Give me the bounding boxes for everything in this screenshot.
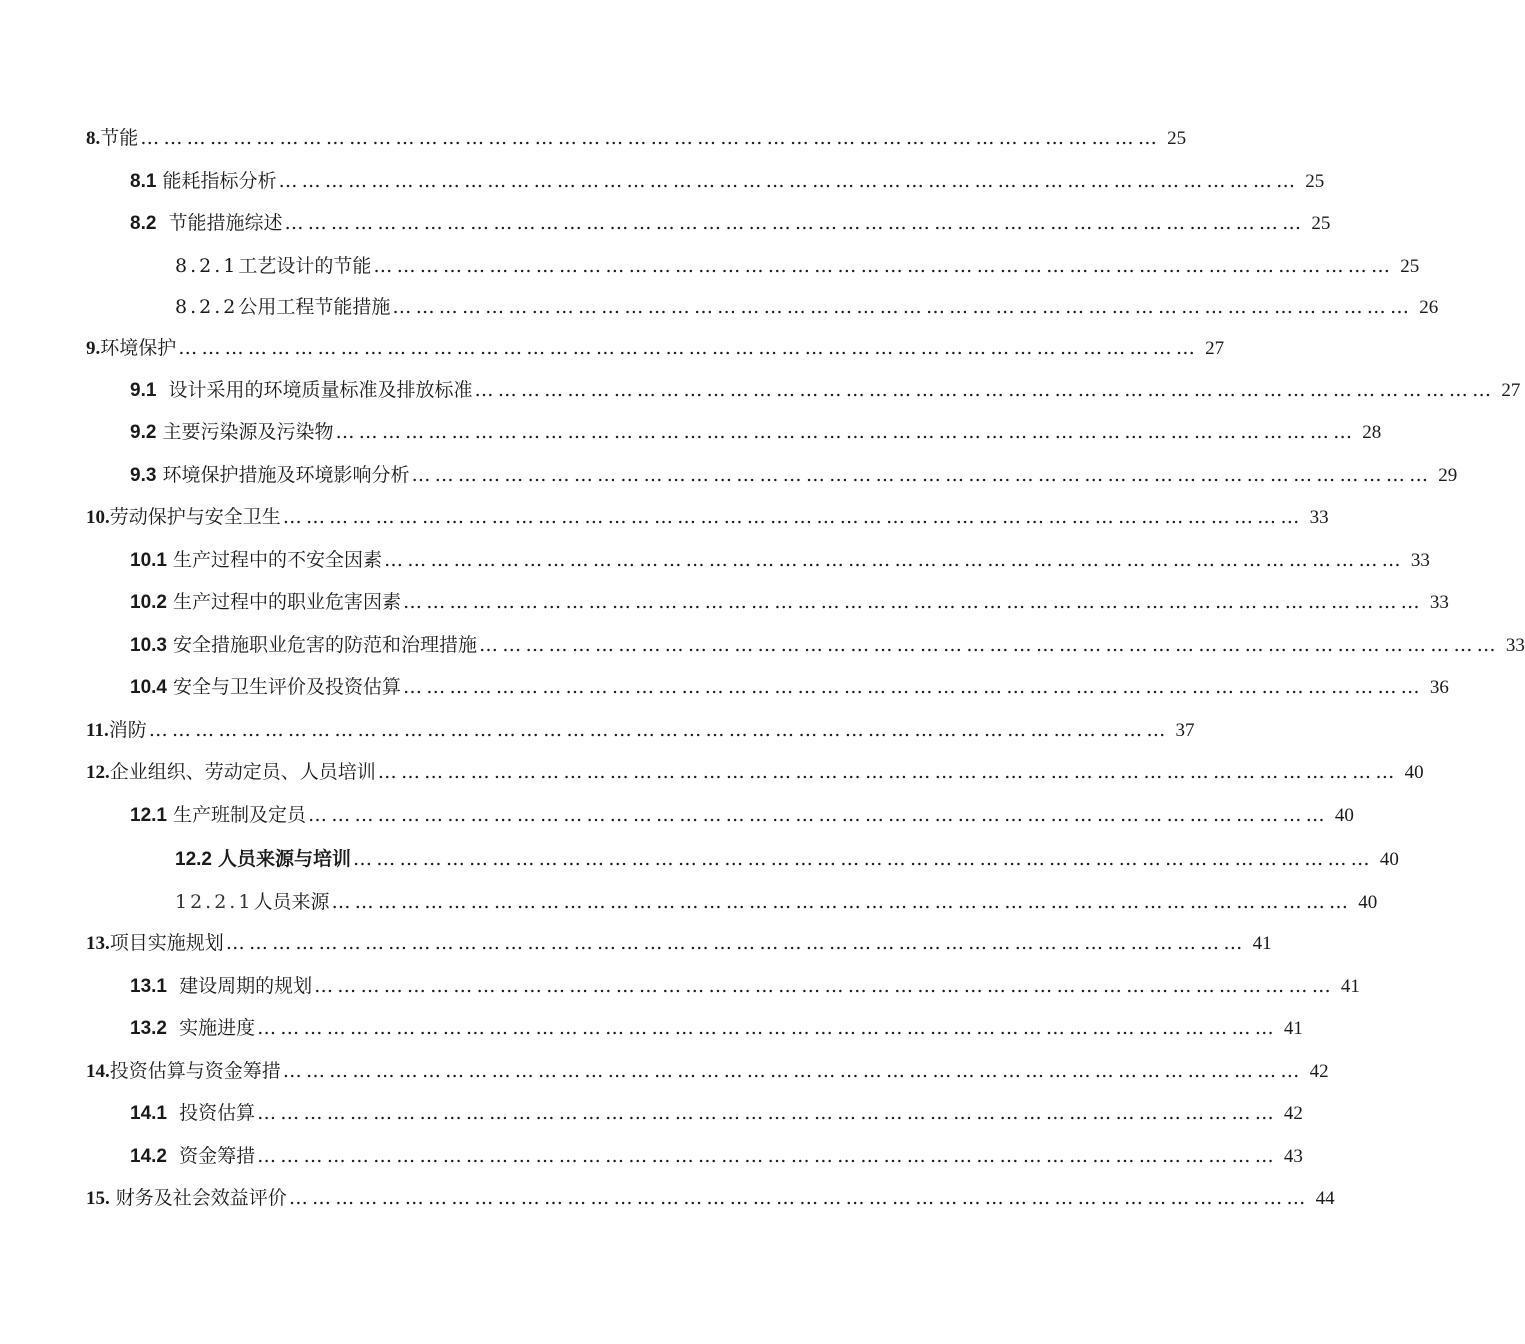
toc-title: 环境保护措施及环境影响分析 xyxy=(162,464,410,486)
toc-title: 投资估算与资金筹措 xyxy=(109,1060,281,1082)
toc-page-number: 42 xyxy=(1309,1061,1329,1082)
toc-leader: …………………………………………………………………………………………………………………… xyxy=(373,255,1395,277)
toc-leader: …………………………………………………………………………………………………………………… xyxy=(282,1060,1304,1082)
toc-page-number: 25 xyxy=(1311,213,1331,234)
toc-page-number: 25 xyxy=(1167,128,1187,149)
toc-title: 设计采用的环境质量标准及排放标准 xyxy=(168,379,473,401)
toc-leader: …………………………………………………………………………………………………………………… xyxy=(257,1017,1278,1039)
toc-entry[interactable] xyxy=(130,1142,1303,1170)
toc-entry[interactable] xyxy=(130,546,1430,574)
toc-title: 人员来源 xyxy=(253,891,330,913)
toc-entry[interactable] xyxy=(130,209,1331,237)
toc-page-number: 42 xyxy=(1283,1103,1303,1124)
toc-title: 财务及社会效益评价 xyxy=(115,1187,287,1209)
toc-entry[interactable] xyxy=(86,1057,1329,1085)
toc-page-number: 40 xyxy=(1404,762,1424,783)
toc-title: 节能 xyxy=(100,127,139,149)
toc-title: 节能措施综述 xyxy=(168,212,283,234)
toc-page-number: 41 xyxy=(1252,933,1272,954)
toc-entry[interactable] xyxy=(130,418,1382,446)
toc-page-number: 28 xyxy=(1362,422,1382,443)
toc-page-number: 40 xyxy=(1358,892,1378,913)
toc-number: 15. xyxy=(86,1188,110,1209)
toc-number: 9. xyxy=(86,338,101,359)
toc-title: 项目实施规划 xyxy=(109,932,224,954)
toc-number: 9.1 xyxy=(130,380,157,401)
toc-number: 12.1 xyxy=(130,805,167,826)
toc-number: 10.1 xyxy=(130,550,167,571)
toc-title: 实施进度 xyxy=(179,1017,256,1039)
toc-entry[interactable] xyxy=(86,929,1272,957)
toc-number: 8.1 xyxy=(130,171,157,192)
toc-page-number: 26 xyxy=(1419,297,1439,318)
toc-number: 12. xyxy=(86,762,110,783)
toc-entry[interactable] xyxy=(86,716,1195,744)
toc-title: 工艺设计的节能 xyxy=(238,255,372,277)
toc-leader: …………………………………………………………………………………………………………………… xyxy=(314,975,1335,997)
toc-entry[interactable] xyxy=(130,1099,1303,1127)
toc-leader: …………………………………………………………………………………………………………………… xyxy=(331,891,1353,913)
toc-leader: …………………………………………………………………………………………………………………… xyxy=(282,506,1304,528)
toc-title: 建设周期的规划 xyxy=(179,975,313,997)
toc-leader: …………………………………………………………………………………………………………………… xyxy=(284,212,1306,234)
toc-leader: …………………………………………………………………………………………………………………… xyxy=(384,549,1405,571)
toc-page-number: 33 xyxy=(1410,550,1430,571)
toc-entry[interactable] xyxy=(130,673,1449,701)
toc-title: 公用工程节能措施 xyxy=(238,296,391,318)
toc-number: 8.2.1 xyxy=(175,255,239,277)
toc-leader: …………………………………………………………………………………………………………………… xyxy=(403,591,1424,613)
toc-title: 生产过程中的职业危害因素 xyxy=(173,591,402,613)
toc-title: 安全措施职业危害的防范和治理措施 xyxy=(173,634,478,656)
toc-title: 企业组织、劳动定员、人员培训 xyxy=(109,761,376,783)
toc-leader: …………………………………………………………………………………………………………………… xyxy=(257,1145,1278,1167)
toc-number: 11. xyxy=(86,720,109,741)
toc-number: 10.3 xyxy=(130,635,167,656)
toc-leader: …………………………………………………………………………………………………………………… xyxy=(288,1187,1310,1209)
toc-leader: …………………………………………………………………………………………………………………… xyxy=(178,337,1200,359)
toc-number: 9.2 xyxy=(130,422,157,443)
toc-entry[interactable] xyxy=(86,334,1225,362)
toc-title: 生产过程中的不安全因素 xyxy=(173,549,383,571)
toc-title: 主要污染源及污染物 xyxy=(162,421,334,443)
toc-leader: …………………………………………………………………………………………………………………… xyxy=(308,804,1329,826)
toc-leader: …………………………………………………………………………………………………………………… xyxy=(403,676,1424,698)
toc-entry[interactable] xyxy=(175,845,1399,873)
toc-number: 12.2 xyxy=(175,849,212,870)
toc-leader: …………………………………………………………………………………………………………………… xyxy=(257,1102,1278,1124)
toc-title: 资金筹措 xyxy=(179,1145,256,1167)
toc-page-number: 25 xyxy=(1400,256,1420,277)
toc-leader: …………………………………………………………………………………………………………………… xyxy=(392,296,1414,318)
toc-number: 8.2.2 xyxy=(175,296,239,318)
toc-leader: …………………………………………………………………………………………………………………… xyxy=(278,170,1300,192)
toc-title: 能耗指标分析 xyxy=(162,170,277,192)
toc-entry[interactable] xyxy=(130,461,1458,489)
toc-page-number: 41 xyxy=(1283,1018,1303,1039)
toc-title: 消防 xyxy=(108,719,147,741)
toc-page-number: 33 xyxy=(1309,507,1329,528)
toc-page-number: 43 xyxy=(1283,1146,1303,1167)
toc-entry[interactable] xyxy=(130,801,1354,829)
toc-title: 生产班制及定员 xyxy=(173,804,307,826)
toc-title: 安全与卫生评价及投资估算 xyxy=(173,676,402,698)
toc-title: 环境保护 xyxy=(100,337,177,359)
toc-entry[interactable] xyxy=(175,888,1378,916)
toc-page-number: 44 xyxy=(1315,1188,1335,1209)
toc-number: 10. xyxy=(86,507,110,528)
toc-number: 13.1 xyxy=(130,976,167,997)
toc-entry[interactable] xyxy=(130,972,1360,1000)
toc-number: 14. xyxy=(86,1061,110,1082)
toc-number: 10.4 xyxy=(130,677,167,698)
toc-entry[interactable] xyxy=(130,167,1325,195)
toc-page-number: 29 xyxy=(1438,465,1458,486)
toc-leader: …………………………………………………………………………………………………………………… xyxy=(479,634,1500,656)
toc-number: 12.2.1 xyxy=(175,891,254,913)
toc-leader: …………………………………………………………………………………………………………………… xyxy=(148,719,1170,741)
toc-leader: …………………………………………………………………………………………………………………… xyxy=(335,421,1357,443)
toc-entry[interactable] xyxy=(130,588,1449,616)
toc-page-number: 33 xyxy=(1429,592,1449,613)
toc-leader: …………………………………………………………………………………………………………………… xyxy=(140,127,1162,149)
toc-entry[interactable] xyxy=(86,503,1329,531)
toc-leader: …………………………………………………………………………………………………………………… xyxy=(225,932,1247,954)
toc-entry[interactable] xyxy=(86,758,1424,786)
toc-leader: …………………………………………………………………………………………………………………… xyxy=(353,848,1374,870)
toc-entry[interactable] xyxy=(86,124,1187,152)
toc-title: 投资估算 xyxy=(179,1102,256,1124)
toc-page-number: 33 xyxy=(1505,635,1525,656)
toc-number: 14.1 xyxy=(130,1103,167,1124)
toc-entry[interactable] xyxy=(130,631,1525,659)
toc-leader: …………………………………………………………………………………………………………………… xyxy=(474,379,1496,401)
toc-title: 人员来源与培训 xyxy=(218,848,352,870)
toc-number: 8. xyxy=(86,128,101,149)
toc-leader: …………………………………………………………………………………………………………………… xyxy=(377,761,1399,783)
toc-entry[interactable] xyxy=(175,252,1420,280)
toc-page-number: 27 xyxy=(1205,338,1225,359)
toc-leader: …………………………………………………………………………………………………………………… xyxy=(411,464,1433,486)
toc-entry[interactable] xyxy=(86,1184,1335,1212)
toc-page-number: 25 xyxy=(1305,171,1325,192)
toc-entry[interactable] xyxy=(130,376,1521,404)
toc-page-number: 27 xyxy=(1501,380,1521,401)
toc-page-number: 41 xyxy=(1340,976,1360,997)
toc-title: 劳动保护与安全卫生 xyxy=(109,506,281,528)
toc-page-number: 37 xyxy=(1175,720,1195,741)
toc-number: 9.3 xyxy=(130,465,157,486)
toc-entry[interactable] xyxy=(130,1014,1303,1042)
toc-number: 8.2 xyxy=(130,213,157,234)
toc-number: 10.2 xyxy=(130,592,167,613)
toc-page-number: 40 xyxy=(1379,849,1399,870)
toc-page-number: 36 xyxy=(1429,677,1449,698)
toc-number: 13.2 xyxy=(130,1018,167,1039)
toc-page-number: 40 xyxy=(1334,805,1354,826)
toc-number: 13. xyxy=(86,933,110,954)
toc-number: 14.2 xyxy=(130,1146,167,1167)
toc-entry[interactable] xyxy=(175,293,1439,321)
